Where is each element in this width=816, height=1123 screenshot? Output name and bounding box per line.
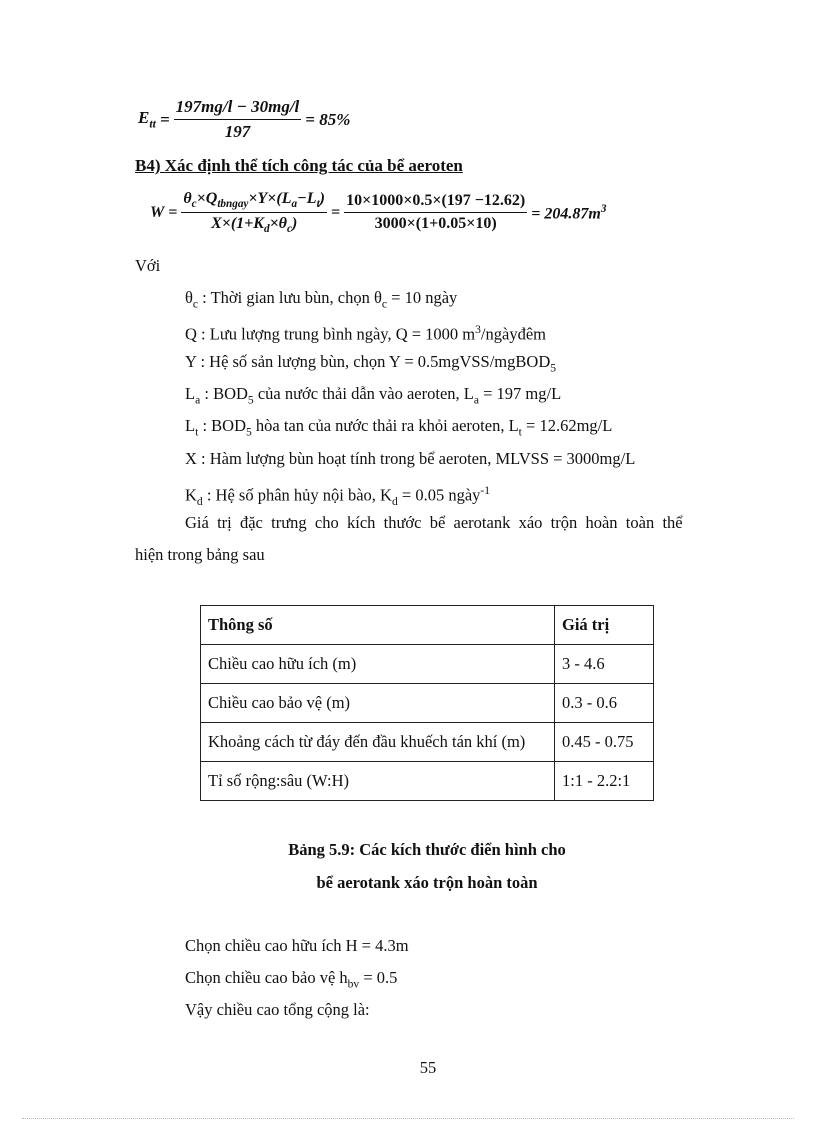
table-caption-line1: Bảng 5.9: Các kích thước điển hình cho: [288, 840, 566, 859]
eq-result: = 85%: [305, 109, 351, 129]
def-theta: $\theta_c$ : Thời gian lưu bùn, chọn $\theta_c = 10$ ngày: [185, 288, 458, 311]
table-cell: Khoảng cách từ đáy đến đầu khuếch tán khí (m): [201, 723, 555, 762]
table-cell: Chiều cao hữu ích (m): [201, 645, 555, 684]
table-cell: Chiều cao bảo vệ (m): [201, 684, 555, 723]
def-lt: $L_t$ : $BOD_5$ hòa tan của nước thải ra khỏi aeroten, $L_t = 12.62mg/L$: [185, 416, 613, 439]
vol-result: = $204.87m^3$: [531, 202, 607, 222]
table-cell: Tỉ số rộng:sâu (W:H): [201, 762, 555, 801]
volume-equation: [150, 190, 606, 235]
total-height: Vậy chiều cao tổng cộng là:: [185, 1000, 370, 1019]
intro-paragraph-line1: Giá trị đặc trưng cho kích thước bể aerotank xáo trộn hoàn toàn thể: [185, 513, 683, 532]
eq-numerator: 197mg/l − 30mg/l: [174, 97, 302, 120]
table-cell: 0.45 - 0.75: [555, 723, 654, 762]
section-heading-text: B4) Xác định thể tích công tác của bể aeroten: [135, 156, 463, 175]
intro-paragraph-line2: hiện trong bảng sau: [135, 545, 265, 564]
table-row: [201, 645, 654, 684]
table-cell: 3 - 4.6: [555, 645, 654, 684]
vol-denominator-numeric: 3000×(1+0.05×10): [374, 215, 497, 233]
eq-fraction: [174, 97, 302, 142]
choose-guard-height: Chọn chiều cao bảo vệ $h_{bv} = 0.5$: [185, 968, 398, 991]
table-row: [201, 723, 654, 762]
eq-equals: =: [159, 109, 170, 129]
voi-label: Với: [135, 256, 161, 275]
def-q: Q : Lưu lượng trung bình ngày, Q = 1000 $m^3$/ngàyđêm: [185, 324, 546, 344]
vol-fraction-symbolic: [181, 190, 327, 235]
page-number: 55: [419, 1058, 437, 1077]
vol-equals-1: =: [168, 203, 178, 221]
vol-fraction-numeric: [344, 192, 527, 233]
efficiency-equation: [138, 97, 350, 142]
parameters-table: [200, 605, 654, 801]
choose-height: Chọn chiều cao hữu ích H = 4.3m: [185, 936, 409, 955]
vol-numerator-numeric: 10×1000×0.5×(197 −12.62): [344, 192, 527, 213]
eq-denominator: 197: [224, 122, 251, 141]
vol-lhs: W: [150, 203, 165, 221]
eq-lhs: $E_{tt}$: [138, 107, 156, 131]
vol-denominator-symbolic: $X\times(1+K_d\times\theta_c)$: [211, 215, 298, 236]
def-kd: $K_d$ : Hệ số phân hủy nội bào, $K_d = 0.05$ ngày$^{-1}$: [185, 485, 491, 508]
header-parameter: Thông số: [201, 606, 555, 645]
table-cell: 0.3 - 0.6: [555, 684, 654, 723]
table-caption-line2: bể aerotank xáo trộn hoàn toàn: [316, 873, 538, 892]
def-x: X : Hàm lượng bùn hoạt tính trong bể aeroten, MLVSS = 3000mg/L: [185, 449, 636, 468]
table-header-row: [201, 606, 654, 645]
vol-numerator-symbolic: $\theta_c\times Q_{tbngay}\times Y\times(L_a-L_t)$: [181, 190, 327, 213]
def-la: $L_a$ : $BOD_5$ của nước thải dẫn vào aeroten, $L_a = 197$ mg/L: [185, 384, 562, 407]
section-heading: [135, 156, 463, 176]
vol-equals-2: =: [331, 203, 341, 221]
table-row: [201, 684, 654, 723]
header-value: Giá trị: [555, 606, 654, 645]
def-y: Y : Hệ số sản lượng bùn, chọn Y = 0.5mgVSS/mgBOD$_5$: [185, 352, 557, 375]
footer-divider: [22, 1118, 794, 1119]
table-cell: 1:1 - 2.2:1: [555, 762, 654, 801]
table-row: [201, 762, 654, 801]
